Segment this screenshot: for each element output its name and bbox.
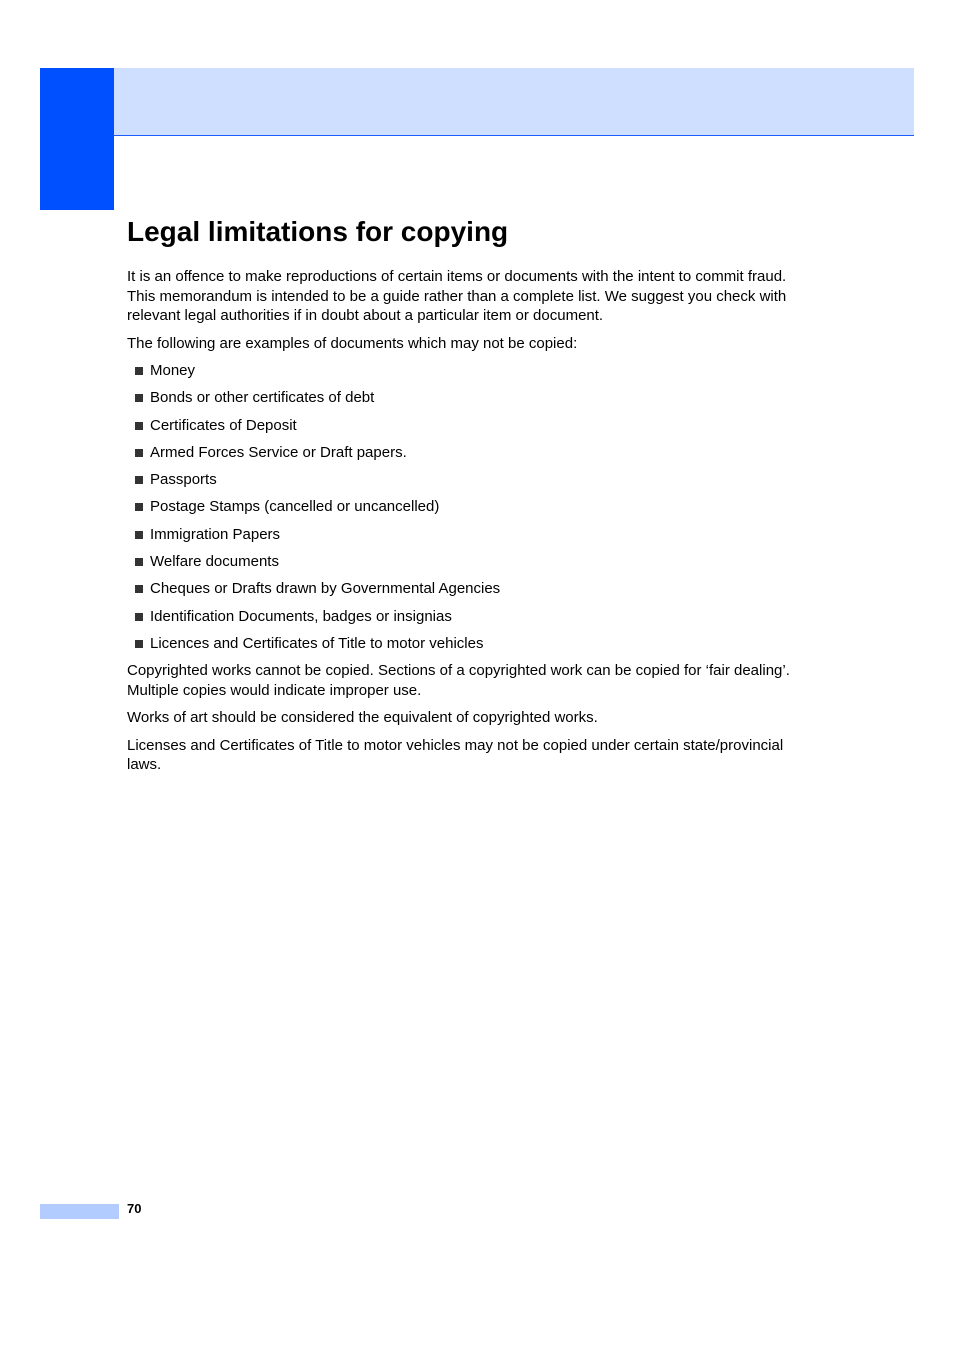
list-item [127, 416, 817, 436]
square-bullet-icon [135, 503, 143, 511]
list-item-text: Identification Documents, badges or insignias [150, 607, 452, 625]
square-bullet-icon [135, 640, 143, 648]
list-item-text: Bonds or other certificates of debt [150, 389, 375, 407]
list-item-text: Postage Stamps (cancelled or uncancelled) [150, 498, 440, 516]
chapter-tab [40, 68, 114, 210]
square-bullet-icon [135, 531, 143, 539]
list-item [127, 470, 817, 490]
page-content [127, 214, 817, 783]
list-item [127, 443, 817, 463]
document-list [127, 361, 817, 653]
list-item [127, 361, 817, 381]
list-item-text: Immigration Papers [150, 525, 281, 543]
list-item [127, 497, 817, 517]
lead-in-paragraph: The following are examples of documents which may not be copied: [127, 334, 578, 352]
list-item-text: Money [150, 362, 196, 379]
list-item [127, 525, 817, 545]
list-item [127, 634, 817, 654]
list-item [127, 579, 817, 599]
square-bullet-icon [135, 394, 143, 402]
list-item-text: Armed Forces Service or Draft papers. [150, 443, 407, 461]
list-item-text: Licences and Certificates of Title to motor vehicles [150, 634, 484, 652]
list-item [127, 388, 817, 408]
page-number: 70 [127, 1201, 142, 1216]
square-bullet-icon [135, 558, 143, 566]
square-bullet-icon [135, 476, 143, 484]
square-bullet-icon [135, 422, 143, 430]
square-bullet-icon [135, 367, 143, 375]
list-item [127, 552, 817, 572]
art-paragraph: Works of art should be considered the equivalent of copyrighted works. [127, 709, 598, 727]
list-item-text: Cheques or Drafts drawn by Governmental Agencies [150, 580, 501, 598]
section-title: Legal limitations for copying [127, 216, 509, 247]
square-bullet-icon [135, 449, 143, 457]
copyright-paragraph: Copyrighted works cannot be copied. Sections of a copyrighted work can be copied for ‘fair dealing’. Multiple copies would indicate improper use. [127, 662, 790, 699]
list-item-text: Certificates of Deposit [150, 416, 297, 434]
square-bullet-icon [135, 613, 143, 621]
header-band [114, 68, 914, 136]
list-item-text: Welfare documents [150, 553, 279, 571]
licenses-paragraph: Licenses and Certificates of Title to motor vehicles may not be copied under certain state/provincial laws. [127, 736, 784, 774]
intro-paragraph: It is an offence to make reproductions of certain items or documents with the intent to commit fraud. This memorandum is intended to be a guide rather than a complete list. We suggest you check with relevant legal authorities if in doubt about a particular item or document. [127, 268, 787, 324]
list-item [127, 607, 817, 627]
footer-bar [40, 1204, 119, 1219]
square-bullet-icon [135, 585, 143, 593]
list-item-text: Passports [150, 471, 217, 489]
